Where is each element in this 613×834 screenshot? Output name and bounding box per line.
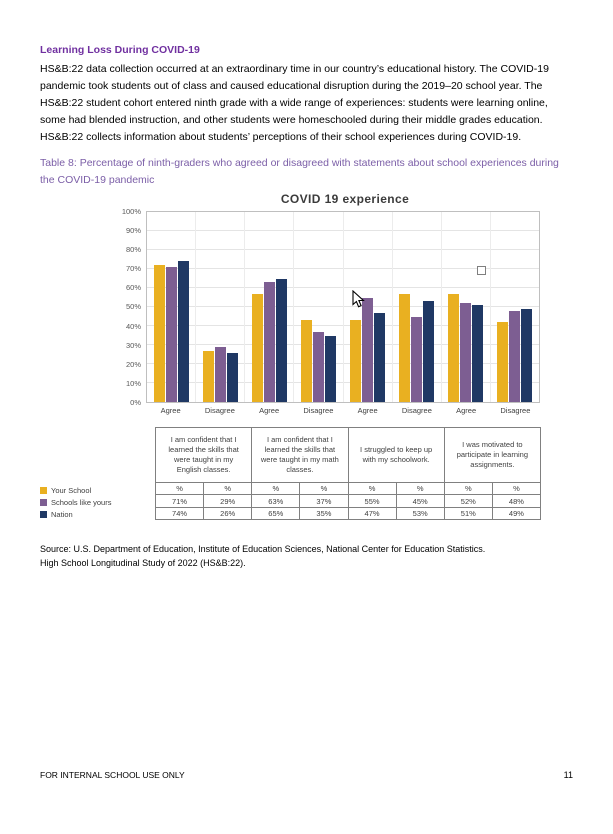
- section-heading: Learning Loss During COVID-19: [40, 44, 200, 56]
- bar-group: [442, 212, 491, 402]
- page-footer: [40, 770, 573, 780]
- chart-title: COVID 19 experience: [280, 192, 410, 206]
- value-cell: 45%: [396, 495, 444, 507]
- bar-nation: [227, 353, 238, 402]
- value-cell: 65%: [252, 507, 300, 519]
- legend-label: Nation: [51, 509, 73, 519]
- bar-your-school: [399, 294, 410, 402]
- value-cell: 51%: [444, 507, 492, 519]
- value-cell: 55%: [348, 495, 396, 507]
- question-cell: I struggled to keep up with my schoolwork.: [348, 428, 444, 483]
- x-axis-label: Disagree: [401, 406, 432, 415]
- bar-group: [344, 212, 393, 402]
- bar-group: [393, 212, 442, 402]
- bar-nation: [178, 261, 189, 402]
- source-note: [40, 542, 573, 570]
- covid-experience-chart: [110, 192, 542, 415]
- bar-group: [147, 212, 196, 402]
- bar-groups: [147, 212, 539, 402]
- bar-group: [294, 212, 343, 402]
- bar-nation: [276, 279, 287, 403]
- bar-schools-like-yours: [460, 303, 471, 402]
- value-cell: 52%: [444, 495, 492, 507]
- value-cell: %: [396, 483, 444, 495]
- bar-nation: [325, 336, 336, 403]
- value-cell: %: [348, 483, 396, 495]
- legend-swatch: [40, 511, 47, 518]
- value-cell: 47%: [348, 507, 396, 519]
- value-cell: 26%: [204, 507, 252, 519]
- value-cell: 35%: [300, 507, 348, 519]
- body-paragraph: HS&B:22 data collection occurred at an extraordinary time in our country’s educational history. The COVID-19 pandemic took students out of class and caused educational disruption during the 2019–20 school year. The HS&B:22 student cohort entered ninth grade with a wide range of experiences: students were learning online, some had blended instruction, and other students were homeschooled during their middle grades education. HS&B:22 collects information about students’ perceptions of their school experiences during COVID-19.: [40, 63, 549, 143]
- statements-data-table: [155, 427, 541, 520]
- value-cell: 74%: [156, 507, 204, 519]
- table-8-caption: Table 8: Percentage of ninth-graders who agreed or disagreed with statements about school experiences during the COVID-19 pandemic: [40, 157, 559, 186]
- bar-nation: [423, 301, 434, 402]
- question-cell: I am confident that I learned the skills that were taught in my math classes.: [252, 428, 348, 483]
- value-cell: %: [300, 483, 348, 495]
- bar-schools-like-yours: [264, 282, 275, 402]
- value-cell: %: [156, 483, 204, 495]
- x-axis-label: Agree: [357, 406, 378, 415]
- footer-page-number: 11: [563, 770, 573, 780]
- bar-schools-like-yours: [313, 332, 324, 402]
- value-cell: 29%: [204, 495, 252, 507]
- x-axis-label: Disagree: [303, 406, 334, 415]
- bar-your-school: [301, 320, 312, 402]
- bar-schools-like-yours: [509, 311, 520, 402]
- bar-schools-like-yours: [166, 267, 177, 402]
- x-axis-label: Disagree: [204, 406, 235, 415]
- plot-area: [146, 211, 540, 403]
- source-line-1: Source: U.S. Department of Education, Institute of Education Sciences, National Center for Education Statistics.: [40, 544, 486, 554]
- source-line-2: High School Longitudinal Study of 2022 (HS&B:22).: [40, 558, 246, 568]
- bar-schools-like-yours: [362, 298, 373, 403]
- value-cell: %: [204, 483, 252, 495]
- value-cell: %: [492, 483, 540, 495]
- bar-your-school: [448, 294, 459, 402]
- value-cell: 37%: [300, 495, 348, 507]
- legend-swatch: [40, 499, 47, 506]
- mouse-cursor-icon: [352, 290, 365, 309]
- question-cell: I am confident that I learned the skills that were taught in my English classes.: [156, 428, 252, 483]
- x-axis-label: Disagree: [500, 406, 531, 415]
- legend-label: Your School: [51, 485, 92, 495]
- x-axis: [146, 403, 540, 415]
- value-cell: %: [252, 483, 300, 495]
- value-cell: %: [444, 483, 492, 495]
- legend-item: [40, 508, 155, 520]
- chart-legend: [40, 427, 155, 520]
- bar-group: [491, 212, 539, 402]
- bar-schools-like-yours: [215, 347, 226, 402]
- value-cell: 48%: [492, 495, 540, 507]
- value-cell: 71%: [156, 495, 204, 507]
- value-cell: 53%: [396, 507, 444, 519]
- selection-handle: [477, 266, 486, 275]
- bar-your-school: [203, 351, 214, 402]
- legend-swatch: [40, 487, 47, 494]
- chart-legend-and-table: [40, 427, 573, 520]
- bar-your-school: [154, 265, 165, 402]
- bar-schools-like-yours: [411, 317, 422, 403]
- value-cell: 63%: [252, 495, 300, 507]
- y-axis: 100% 90% 80% 70% 60% 50% 40% 30% 20% 10% 0%: [121, 206, 141, 408]
- bar-group: [245, 212, 294, 402]
- bar-nation: [374, 313, 385, 402]
- bar-group: [196, 212, 245, 402]
- value-cell: 49%: [492, 507, 540, 519]
- legend-label: Schools like yours: [51, 497, 112, 507]
- legend-item: [40, 484, 155, 496]
- x-axis-label: Agree: [456, 406, 477, 415]
- x-axis-label: Agree: [259, 406, 280, 415]
- bar-nation: [472, 305, 483, 402]
- question-cell: I was motivated to participate in learning assignments.: [444, 428, 540, 483]
- bar-your-school: [350, 320, 361, 402]
- chart-body: [110, 206, 542, 408]
- x-axis-label: Agree: [160, 406, 181, 415]
- legend-item: [40, 496, 155, 508]
- bar-nation: [521, 309, 532, 402]
- footer-left-text: FOR INTERNAL SCHOOL USE ONLY: [40, 770, 185, 780]
- bar-your-school: [497, 322, 508, 402]
- bar-your-school: [252, 294, 263, 402]
